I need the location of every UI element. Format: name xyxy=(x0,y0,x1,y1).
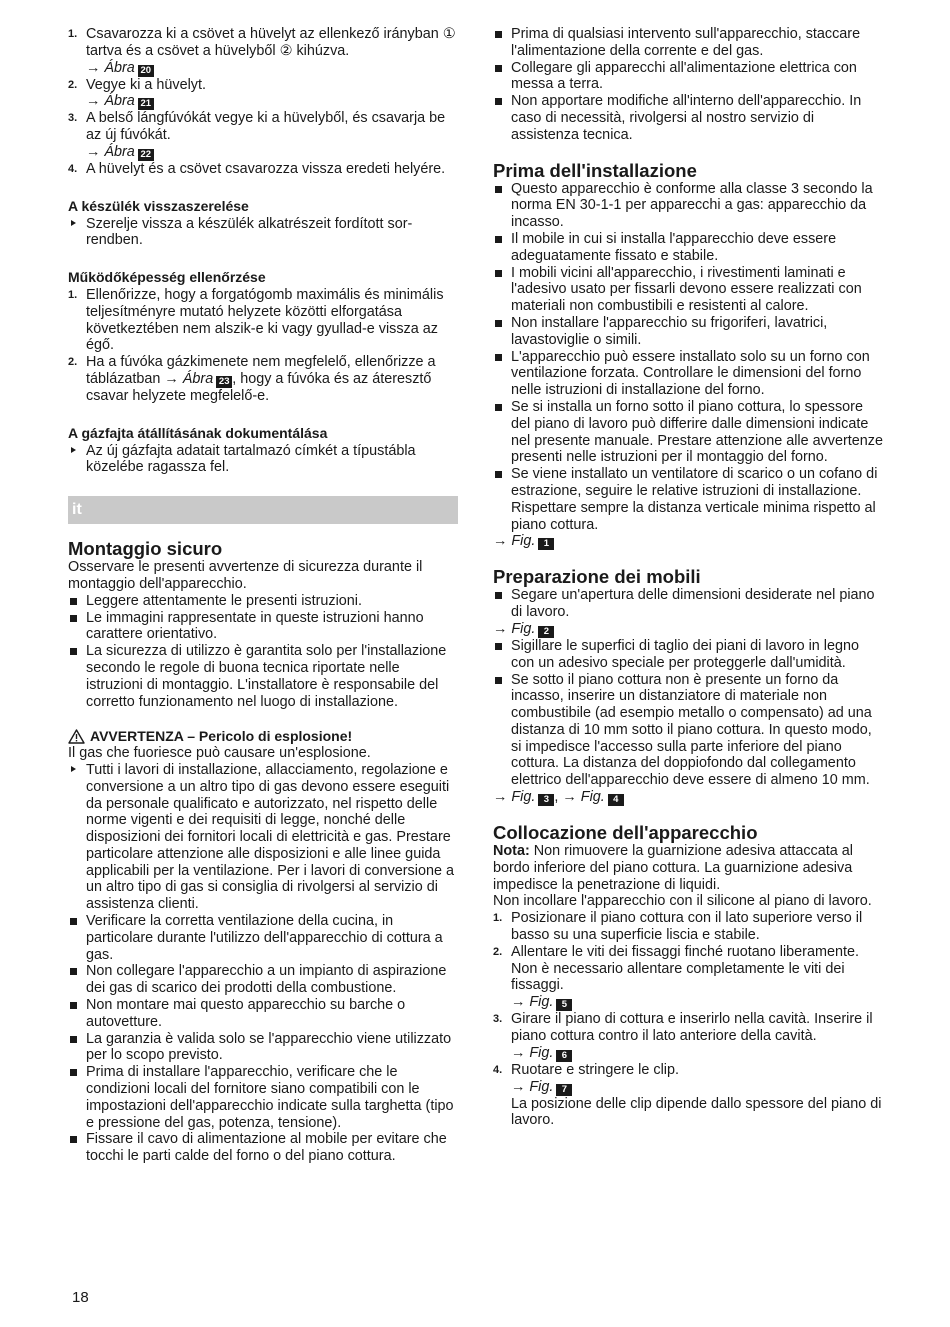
warning-heading xyxy=(68,728,458,745)
list-item: Le immagini rappresentate in queste istruzioni hanno carattere orientativo. xyxy=(68,610,458,644)
list-item: Non collegare l'apparecchio a un impianto di aspirazione dei gas di scarico dei prodotti della combustione. xyxy=(68,963,458,997)
warning-list xyxy=(68,913,458,1165)
list-item: Szerelje vissza a készülék alkatrészeit fordított sorrendben. xyxy=(68,216,458,250)
hu-steps-list xyxy=(68,26,458,178)
list-item: Se sotto il piano cottura non è presente un forno da incasso, inserire un distanziatore di materiale non combustibile (ad esempio metallo o compensato) ad una distanza di 10 mm sotto il piano cottura. In questo modo, si impedisce l'accesso sulla parte inferiore del piano cottura. La distanza del doppiofondo dal collegamento elettrico dell'apparecchio deve essere di almeno 10 mm. xyxy=(493,672,883,790)
list-item: Se viene installato un ventilatore di scarico o un cofano di estrazione, seguire le relative istruzioni di installazione. Rispettare sempre la distanza verticale minima rispetto al piano cottura. xyxy=(493,466,883,533)
section-heading: A készülék visszaszerelése xyxy=(68,197,249,214)
section-title: Collocazione dell'apparecchio xyxy=(493,822,758,844)
furniture-list-1 xyxy=(493,587,883,621)
figure-badge: 22 xyxy=(138,149,154,161)
note-text-2: Non incollare l'apparecchio con il silicone al piano di lavoro. xyxy=(493,893,872,910)
right-column xyxy=(493,26,883,1129)
list-item: Prima di qualsiasi intervento sull'apparecchio, staccare l'alimentazione della corrente e del gas. xyxy=(493,26,883,60)
list-item: Sigillare le superfici di taglio dei piani di lavoro in legno con un adesivo speciale per proteggerle dall'umidità. xyxy=(493,638,883,672)
section-title: Prima dell'installazione xyxy=(493,159,697,181)
list-item: Il mobile in cui si installa l'apparecchio deve essere adeguatamente fissato e stabile. xyxy=(493,231,883,265)
note-label: Nota: xyxy=(493,843,530,860)
list-item: 1. Csavarozza ki a csövet a hüvelyt az ellenkező irányban ① tartva és a csövet a hüvelyből ② kihúzva. → Ábra 20 xyxy=(68,26,458,77)
section-heading: Működőképesség ellenőrzése xyxy=(68,269,266,286)
list-item: 1. Posizionare il piano cottura con il lato superiore verso il basso su una superficie liscia e stabile. xyxy=(493,910,883,944)
list-item: Tutti i lavori di installazione, allacciamento, regolazione e conversione a un altro tipo di gas devono essere eseguiti da personale qualificato e autorizzato, nel rispetto delle norme vigenti e dei requisiti di legge, nonché delle disposizioni dei fornitori locali di elettricità e gas. Prestare particolare attenzione alle disposizioni e alle linee guida applicabili per la ventilazione. Per i lavori di conversione a un altro tipo di gas si consiglia di rivolgersi al servizio di assistenza clienti. xyxy=(68,762,458,913)
list-item: Non montare mai questo apparecchio su barche o autovetture. xyxy=(68,997,458,1031)
list-item: La sicurezza di utilizzo è garantita solo per l'installazione secondo le regole di buona tecnica riportate nelle istruzioni di montaggio. L'installatore è responsabile del corretto funzionamento nel luogo di installazione. xyxy=(68,643,458,710)
figure-reference: → Fig. 5 xyxy=(511,994,883,1011)
language-bar: it xyxy=(68,496,458,524)
before-install-list xyxy=(493,181,883,534)
step-extra-text: La posizione delle clip dipende dallo spessore del piano di lavoro. xyxy=(511,1095,882,1129)
figure-badge: 7 xyxy=(556,1084,572,1096)
warning-arrow-list xyxy=(68,762,458,913)
furniture-list-2 xyxy=(493,638,883,789)
list-item: 2. Ha a fúvóka gázkimenete nem megfelelő, ellenőrizze a táblázatban → Ábra 23 , hogy a fúvóka és az áteresztő csavar helyzete megfelelő-e. xyxy=(68,354,436,404)
section-heading: A gázfajta átállításának dokumentálása xyxy=(68,424,328,441)
intro-text: Osservare le presenti avvertenze di sicurezza durante il montaggio dell'apparecchio. xyxy=(68,559,423,592)
list-item: 3. A belső lángfúvókát vegye ki a hüvelyből, és csavarja be az új fúvókát. → Ábra 22 xyxy=(68,110,458,161)
list-item: I mobili vicini all'apparecchio, i rivestimenti laminati e l'adesivo usato per fissarli devono essere realizzati con materiali non combustibili e resistenti al calore. xyxy=(493,265,883,315)
page-number: 18 xyxy=(72,1289,89,1306)
step-text: Posizionare il piano cottura con il lato superiore verso il basso su una superficie liscia e stabile. xyxy=(511,910,863,944)
figure-reference: → Fig. 2 xyxy=(493,621,883,638)
step-text: Allentare le viti dei fissaggi finché ruotano liberamente. Non è necessario allentare completamente le viti dei fissaggi. xyxy=(511,943,859,994)
list-item: Non apportare modifiche all'interno dell'apparecchio. In caso di necessità, rivolgersi al nostro servizio di assistenza tecnica. xyxy=(493,93,883,143)
figure-badge: 23 xyxy=(216,376,232,388)
warning-triangle-icon xyxy=(68,729,85,744)
step-text: Ruotare e stringere le clip. xyxy=(511,1061,679,1078)
top-list xyxy=(493,26,883,144)
figure-reference: → Fig. 1 xyxy=(493,533,883,550)
figure-badge: 21 xyxy=(138,98,154,110)
step-text: Vegye ki a hüvelyt. xyxy=(86,76,206,93)
step-text: A hüvelyt és a csövet csavarozza vissza eredeti helyére. xyxy=(86,160,446,177)
list-item: La garanzia è valida solo se l'apparecchio viene utilizzato per lo scopo previsto. xyxy=(68,1031,458,1065)
figure-badge: 4 xyxy=(608,794,624,806)
left-column xyxy=(68,26,458,1165)
figure-badge: 3 xyxy=(538,794,554,806)
warning-title: AVVERTENZA – Pericolo di esplosione! xyxy=(90,728,353,745)
placement-steps xyxy=(493,910,883,1129)
list-item: Prima di installare l'apparecchio, verificare che le condizioni locali del fornitore siano compatibili con le impostazioni dell'apparecchio indicate sulla targhetta (tipo e pressione del gas, potenza, tensione). xyxy=(68,1064,458,1131)
section-title: Preparazione dei mobili xyxy=(493,566,701,588)
figure-badge: 5 xyxy=(556,999,572,1011)
list-item: L'apparecchio può essere installato solo su un forno con ventilazione forzata. Controllare le dimensioni del forno nelle istruzioni di installazione del forno. xyxy=(493,349,883,399)
step-text: A belső lángfúvókát vegye ki a hüvelyből, és csavarja be az új fúvókát. xyxy=(86,110,446,144)
figure-badge: 6 xyxy=(556,1050,572,1062)
list-item: 4. A hüvelyt és a csövet csavarozza vissza eredeti helyére. xyxy=(68,161,458,178)
figure-reference: → Fig. 7 xyxy=(511,1079,883,1096)
list-item: Non installare l'apparecchio su frigoriferi, lavatrici, lavastoviglie o simili. xyxy=(493,315,883,349)
section-title: Montaggio sicuro xyxy=(68,538,223,560)
list-item: Questo apparecchio è conforme alla classe 3 secondo la norma EN 30-1-1 per apparecchi a gas: apparecchio da incasso. xyxy=(493,181,883,231)
figure-reference: → Ábra 23 xyxy=(164,371,232,387)
list-item: Leggere attentamente le presenti istruzioni. xyxy=(68,593,458,610)
list-item: Az új gázfajta adatait tartalmazó címkét a típustábla közelébe ragassza fel. xyxy=(68,443,458,477)
figure-reference: → Fig. 6 xyxy=(511,1045,883,1062)
warning-intro: Il gas che fuoriesce può causare un'esplosione. xyxy=(68,745,371,762)
step-text: Csavarozza ki a csövet a hüvelyt az ellenkező irányban ① tartva és a csövet a hüvelyből ② kihúzva. xyxy=(86,26,456,59)
list-item: 4. Ruotare e stringere le clip. → Fig. 7 La posizione delle clip dipende dallo spessore del piano di lavoro. xyxy=(493,1061,882,1129)
figure-badge: 1 xyxy=(538,538,554,550)
list-item: Fissare il cavo di alimentazione al mobile per evitare che tocchi le parti calde del forno o del piano cottura. xyxy=(68,1131,458,1165)
documentation-list xyxy=(68,443,458,477)
list-item: Verificare la corretta ventilazione della cucina, in particolare durante l'utilizzo dell'apparecchio di cottura a gas. xyxy=(68,913,458,963)
function-check-list xyxy=(68,287,458,405)
figure-badge: 20 xyxy=(138,65,154,77)
list-item: 2. Allentare le viti dei fissaggi finché ruotano liberamente. Non è necessario allentare completamente le viti dei fissaggi. → Fig. 5 xyxy=(493,944,883,1011)
list-item: Segare un'apertura delle dimensioni desiderate nel piano di lavoro. xyxy=(493,587,883,621)
list-item: 1. Ellenőrizze, hogy a forgatógomb maximális és minimális teljesítményre mutató helyzete közötti elforgatása következtében nem alszik-e ki vagy gyullad-e vissza az égő. xyxy=(68,286,444,354)
list-item: 2. Vegye ki a hüvelyt. → Ábra 21 xyxy=(68,77,458,111)
figure-reference: → Fig. 3 , → Fig. 4 xyxy=(493,789,883,806)
reassembly-list xyxy=(68,216,458,250)
figure-reference: → Ábra 21 xyxy=(86,93,458,110)
list-item: Collegare gli apparecchi all'alimentazione elettrica con messa a terra. xyxy=(493,60,883,94)
figure-badge: 2 xyxy=(538,626,554,638)
figure-reference: → Ábra 22 xyxy=(86,144,458,161)
safe-mounting-list xyxy=(68,593,458,711)
step-text: Girare il piano di cottura e inserirlo nella cavità. Inserire il piano cottura contro il lato anteriore della cavità. xyxy=(511,1011,873,1045)
list-item: Se si installa un forno sotto il piano cottura, lo spessore del piano di lavoro può differire dalle dimensioni indicate nel presente manuale. Prestare attenzione alle avvertenze presenti nelle istruzioni per il montaggio del forno. xyxy=(493,399,883,466)
note-text: Nota: Non rimuovere la guarnizione adesiva attaccata al bordo inferiore del piano cottura. La guarnizione adesiva impedisce la penetrazione di liquidi. xyxy=(493,843,853,893)
list-item: 3. Girare il piano di cottura e inserirlo nella cavità. Inserire il piano cottura contro il lato anteriore della cavità. → Fig. 6 xyxy=(493,1011,883,1062)
figure-reference: → Ábra 20 xyxy=(86,60,458,77)
